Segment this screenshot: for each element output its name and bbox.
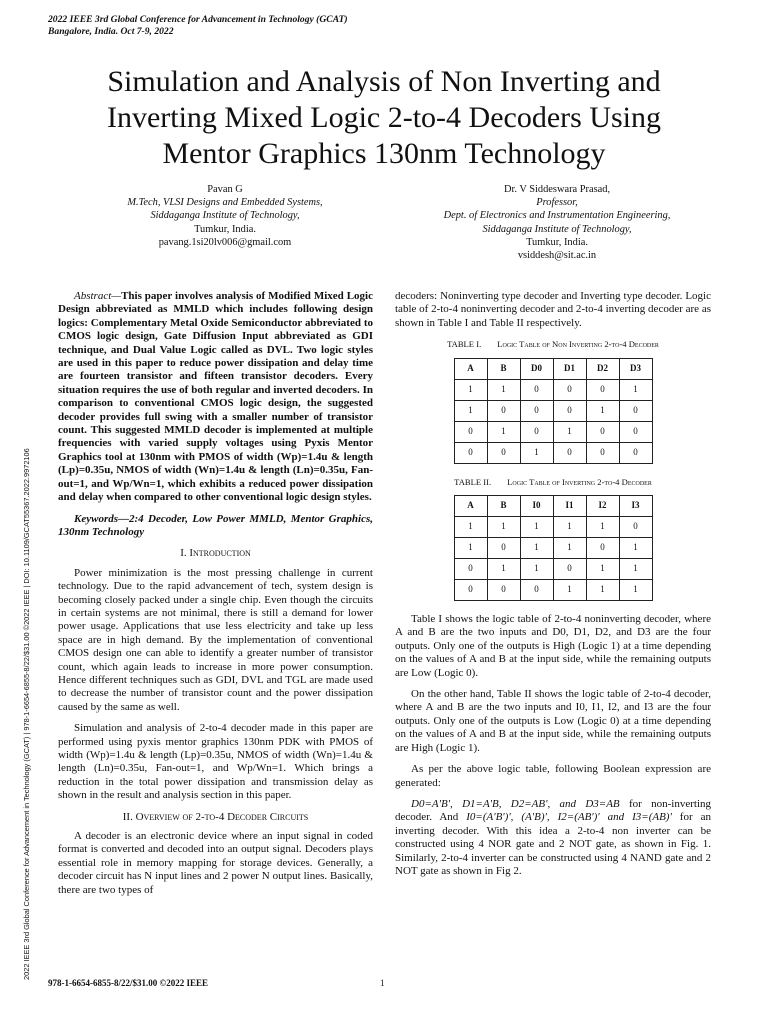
table-cell: 1	[619, 580, 652, 601]
table-cell: 0	[520, 379, 553, 400]
doi-sidebar: 2022 IEEE 3rd Global Conference for Advancement in Technology (GCAT) | 978-1-6654-6855-8/22/$31.00 ©2022 IEEE | DOI: 10.1109/GCAT55367.2022.9972106	[22, 448, 31, 980]
table-row	[454, 400, 652, 421]
table-row	[454, 580, 652, 601]
table-cell: 0	[487, 538, 520, 559]
table-header-cell: I0	[520, 496, 553, 517]
right-column	[395, 290, 711, 886]
author-name: Pavan G	[207, 184, 243, 195]
table-cell: 0	[553, 400, 586, 421]
table-header-cell: D2	[586, 358, 619, 379]
paragraph-text: for an inverting decoder. With this idea a 2-to-4 non inverter can be constructed using 4 NOR gate and 2 NOT gate, as shown in Fig. 1. Similarly, 2-to-4 inverter can be constructed using 4 NAND gate and 2 NOT gate as shown in Fig 2.	[395, 811, 711, 877]
intro-paragraph-2: Simulation and analysis of 2-to-4 decoder made in this paper are performed using pyxis mentor graphics 130nm PDK with PMOS of width (Wp)=1.4u & length (Lp)=0.35u, NMOS of width (Wn)=1.4u & length (Ln)=0.35u, Fan-out=1, and Wp/Wn=1. Which brings a reduction in the total power dissipation and transmission delay as shown in the result and analysis section in this paper.	[58, 722, 373, 802]
table-header-row	[454, 358, 652, 379]
intro-paragraph-1: Power minimization is the most pressing challenge in current technology. Due to the rapid advancement of tech, system design is becoming closely packed under a single chip. Even though the circuits in certain systems are not minimal, there is still a demand for lower power usage. Applications that use less electricity and take up less space are in high demand. By the implementation of conventional CMOS design one can able to identify a greater number of transistor count, which again leads to increase in more power consumption. Hence different techniques such as GDI, DVL and TGL are made used to decrease the number of transistor count and the power dissipation caused by the same as well.	[58, 566, 373, 713]
table2-label: TABLE II.	[454, 476, 492, 487]
author-name: Dr. V Siddeswara Prasad,	[503, 184, 611, 195]
author-role: M.Tech, VLSI Designs and Embedded Systems,	[127, 197, 323, 209]
table-cell: 0	[520, 421, 553, 442]
table-cell: 0	[586, 421, 619, 442]
table-row	[454, 442, 652, 463]
keywords: Keywords—2:4 Decoder, Low Power MMLD, Mentor Graphics, 130nm Technology	[58, 512, 373, 538]
table-cell: 1	[454, 400, 487, 421]
author-city: Tumkur, India.	[194, 223, 256, 235]
table-header-cell: D1	[553, 358, 586, 379]
table-header-cell: I1	[553, 496, 586, 517]
table-cell: 0	[619, 442, 652, 463]
right-paragraph-3: On the other hand, Table II shows the logic table of 2-to-4 decoder, where A and B are the two inputs and I0, I1, I2, and I3 are the four outputs. Only one of the outputs is Low (Logic 0) at a time depending on the values of A and B at the input side, while the remaining outputs are High (Logic 1).	[395, 688, 711, 754]
conference-location: Bangalore, India. Oct 7-9, 2022	[48, 26, 174, 37]
table-cell: 1	[487, 559, 520, 580]
table-cell: 1	[454, 379, 487, 400]
table-cell: 1	[487, 517, 520, 538]
author-block-1	[80, 183, 370, 249]
table-cell: 1	[553, 580, 586, 601]
right-paragraph-4: As per the above logic table, following Boolean expression are generated:	[395, 763, 711, 789]
author-role: Professor,	[536, 197, 578, 209]
table-cell: 1	[586, 559, 619, 580]
boolean-expression-noninverting: D0=A'B', D1=A'B, D2=AB', and D3=AB	[411, 797, 620, 810]
author-institute: Siddaganga Institute of Technology,	[150, 210, 300, 222]
table-cell: 1	[586, 400, 619, 421]
author-institute: Siddaganga Institute of Technology,	[482, 223, 632, 235]
table1-title: Logic Table of Non Inverting 2-to-4 Decoder	[497, 339, 659, 350]
table-row	[454, 517, 652, 538]
table-cell: 0	[454, 421, 487, 442]
table-header-cell: D3	[619, 358, 652, 379]
table-cell: 1	[586, 517, 619, 538]
abstract-text: This paper involves analysis of Modified Mixed Logic Design abbreviated as MMLD which includes following design logics: Complementary Metal Oxide Semiconductor abbreviated to CMOS logic design, Gate Diffusion Input abbreviated as GDI technique, and Dual Value Logic called as DVL. Two logic styles are used in this paper to reduce power dissipation and delay time are fourteen transistor and fifteen transistor decoders. Every situation requires the use of both regular and inverted decoders. In comparison to conventional CMOS logic design, the suggested decoder provides full swing with a smaller number of transistor count. This suggested MMLD decoder is implemented at multiple frequencies with varied supply voltages using Pyxis Mentor Graphics tool at 130nm with PMOS of width (Wp)=1.4u & length (Lp)=0.35u, NMOS of width (Wn)=1.4u & length (Ln)=0.35u, Fan-out=1, and Wp/Wn=1, which exhibits a reduced power dissipation and delay when compared to other conventional logic design styles.	[58, 290, 373, 504]
table-cell: 0	[586, 379, 619, 400]
footer-isbn: 978-1-6654-6855-8/22/$31.00 ©2022 IEEE	[48, 978, 208, 988]
table-row	[454, 421, 652, 442]
table-cell: 0	[454, 580, 487, 601]
table-cell: 0	[586, 442, 619, 463]
section-heading-overview: II. Overview of 2-to-4 Decoder Circuits	[122, 810, 309, 823]
table-cell: 1	[553, 517, 586, 538]
table-cell: 0	[619, 400, 652, 421]
overview-paragraph-1: A decoder is an electronic device where an input signal in coded format is converted and decoded into an output signal. Decoders plays essential role in memory mapping for storage devices. Generally, a decoder circuit has N input lines and 2 power N output lines. Basically, there are two types of	[58, 830, 373, 896]
conference-name: 2022 IEEE 3rd Global Conference for Advancement in Technology (GCAT)	[48, 14, 348, 25]
table-cell: 0	[553, 559, 586, 580]
author-block-2	[398, 183, 716, 262]
table-cell: 1	[619, 538, 652, 559]
author-department: Dept. of Electronics and Instrumentation Engineering,	[443, 210, 671, 222]
table-header-cell: D0	[520, 358, 553, 379]
table-cell: 1	[487, 421, 520, 442]
table-cell: 0	[553, 442, 586, 463]
table-cell: 1	[520, 517, 553, 538]
table-cell: 1	[619, 559, 652, 580]
logic-table-1	[454, 358, 653, 464]
table2-caption	[395, 476, 711, 489]
table-cell: 0	[553, 379, 586, 400]
table-header-cell: A	[454, 358, 487, 379]
section-heading-introduction: I. Introduction	[180, 547, 251, 560]
table-header-row	[454, 496, 652, 517]
table-cell: 0	[454, 442, 487, 463]
page-number: 1	[380, 978, 385, 988]
table-cell: 1	[553, 421, 586, 442]
table-header-cell: B	[487, 358, 520, 379]
abstract-lead: Abstract—	[74, 290, 122, 302]
table-row	[454, 559, 652, 580]
author-email[interactable]: vsiddesh@sit.ac.in	[517, 250, 597, 262]
author-email[interactable]: pavang.1si20lv006@gmail.com	[158, 236, 292, 248]
table-cell: 0	[454, 559, 487, 580]
table-cell: 0	[487, 580, 520, 601]
boolean-expression-inverting: I0=(A'B')', (A'B)', I2=(AB')' and I3=(AB)'	[466, 811, 672, 824]
table-row	[454, 538, 652, 559]
table-row	[454, 379, 652, 400]
table-cell: 1	[520, 559, 553, 580]
table-cell: 0	[520, 580, 553, 601]
table-cell: 1	[454, 517, 487, 538]
table-cell: 1	[619, 379, 652, 400]
left-column	[58, 290, 373, 905]
table-cell: 0	[619, 517, 652, 538]
table2-title: Logic Table of Inverting 2-to-4 Decoder	[507, 476, 652, 487]
author-city: Tumkur, India.	[526, 236, 588, 248]
paper-title: Simulation and Analysis of Non Inverting and Inverting Mixed Logic 2-to-4 Decoders Using Mentor Graphics 130nm Technology	[106, 65, 662, 170]
logic-table-2	[454, 495, 653, 601]
table-cell: 1	[520, 538, 553, 559]
table-header-cell: I2	[586, 496, 619, 517]
table-cell: 0	[487, 400, 520, 421]
conference-header	[48, 14, 348, 38]
table-header-cell: B	[487, 496, 520, 517]
table-cell: 1	[520, 442, 553, 463]
table1-label: TABLE I.	[447, 339, 482, 350]
table-cell: 1	[586, 580, 619, 601]
table-cell: 1	[487, 379, 520, 400]
table-header-cell: A	[454, 496, 487, 517]
right-paragraph-1: decoders: Noninverting type decoder and Inverting type decoder. Logic table of 2-to-4 noninverting decoder and 2-to-4 inverting decoder are as shown in Table I and Table II respectively.	[395, 290, 711, 329]
abstract	[58, 290, 373, 505]
right-paragraph-5	[395, 798, 711, 878]
right-paragraph-2: Table I shows the logic table of 2-to-4 noninverting decoder, where A and B are the two inputs and D0, D1, D2, and D3 are the four outputs. Only one of the outputs is High (Logic 1) at a time depending on the values of A and B at the input side, while the remaining outputs are Low (Logic 0).	[395, 613, 711, 679]
table-cell: 0	[487, 442, 520, 463]
table-cell: 1	[553, 538, 586, 559]
paragraph-text: for non-inverting decoder. And	[395, 797, 711, 824]
table-cell: 0	[619, 421, 652, 442]
table1-caption	[395, 338, 711, 351]
table-cell: 1	[454, 538, 487, 559]
table-cell: 0	[586, 538, 619, 559]
table-cell: 0	[520, 400, 553, 421]
table-header-cell: I3	[619, 496, 652, 517]
